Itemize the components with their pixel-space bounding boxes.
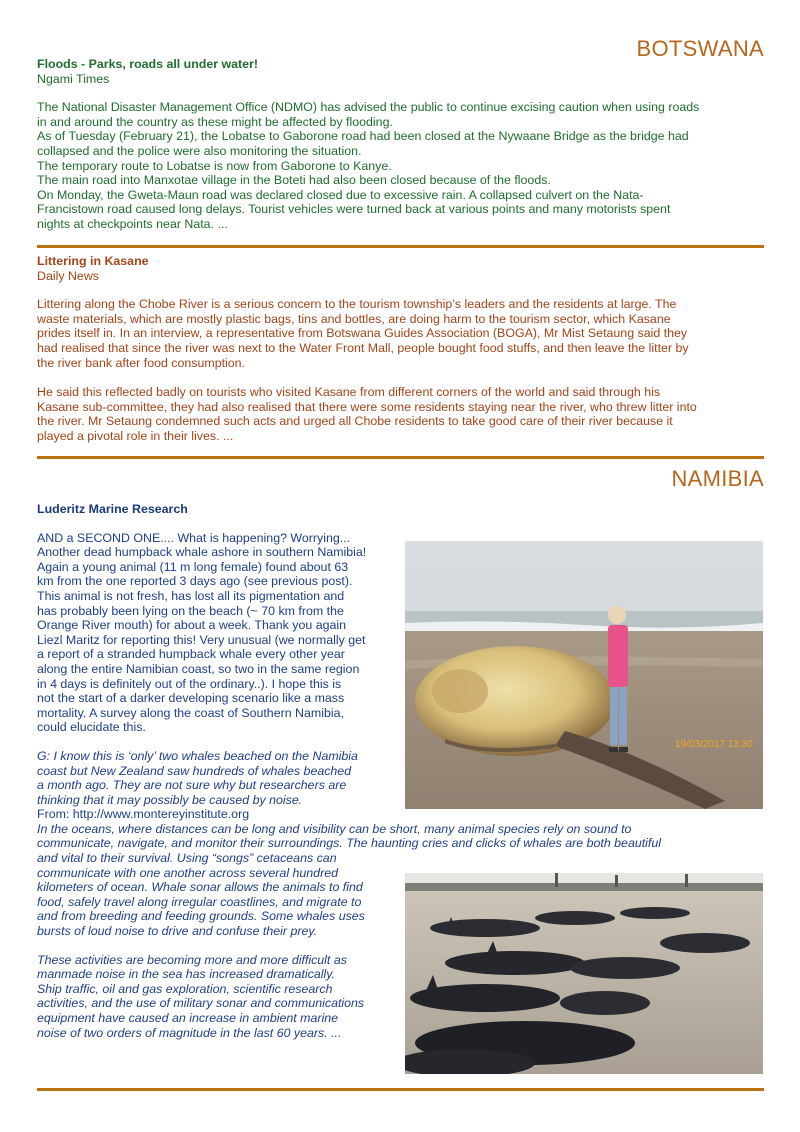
body-line: communicate, navigate, and monitor their surroundings. The haunting cries and clicks of whales are both beautiful: [37, 836, 662, 851]
body-line: waste materials, which are mostly plastic bags, tins and bottles, are doing harm to the tourism sector, which Kasane: [37, 311, 671, 326]
body-line: km from the one reported 3 days ago (see previous post).: [37, 574, 353, 589]
article-headline: Littering in Kasane: [37, 254, 149, 268]
body-line: along the entire Namibian coast, so two in the same region: [37, 661, 360, 676]
body-line: Francistown road caused long delays. Tourist vehicles were turned back at various points and many motorists spent: [37, 202, 671, 217]
body-line: Again a young animal (11 m long female) found about 63: [37, 559, 349, 574]
section-divider: [37, 245, 764, 248]
body-line: had realised that since the river was next to the Water Front Mall, people bought food stuffs, and then leave the litter by: [37, 340, 689, 355]
pilot-whales-illustration: [405, 873, 763, 1074]
body-line: manmade noise in the sea has increased dramatically.: [37, 967, 335, 982]
body-line: AND a SECOND ONE.... What is happening? Worrying...: [37, 530, 351, 545]
body-line: Ship traffic, oil and gas exploration, scientific research: [37, 981, 333, 996]
body-line: has probably been lying on the beach (~ 70 km from the: [37, 603, 344, 618]
body-line: On Monday, the Gweta-Maun road was declared closed due to excessive rain. A collapsed culvert on the Nata-: [37, 187, 644, 202]
body-line: Liezl Maritz for reporting this! Very unusual (we normally get: [37, 632, 366, 647]
body-line: nights at checkpoints near Nata. ...: [37, 216, 228, 231]
body-line: The temporary route to Lobatse is now from Gaborone to Kanye.: [37, 158, 392, 173]
body-line: a report of a stranded humpback whale every other year: [37, 647, 345, 662]
body-line: in and around the country as these might be affected by flooding.: [37, 114, 393, 129]
whale-beach-illustration: [405, 541, 763, 809]
body-line: the river. Mr Setaung condemned such acts and urged all Chobe residents to take good care of their river because it: [37, 414, 673, 429]
body-line: bursts of loud noise to drive and confuse their prey.: [37, 924, 318, 939]
body-line: communicate with one another across several hundred: [37, 865, 338, 880]
body-line: This animal is not fresh, has lost all its pigmentation and: [37, 588, 345, 603]
body-line: prides itself in. In an interview, a representative from Botswana Guides Association (BOGA), Mr Mist Setaung said they: [37, 326, 688, 341]
body-line: The main road into Manxotae village in the Boteti had also been closed because of the floods.: [37, 173, 551, 188]
body-line: Another dead humpback whale ashore in southern Namibia!: [37, 545, 367, 560]
article-paragraph: [37, 297, 764, 370]
body-line: not the start of a darker developing scenario like a mass: [37, 691, 345, 706]
body-line: played a pivotal role in their lives. ...: [37, 428, 234, 443]
article-source: Ngami Times: [37, 71, 110, 86]
body-line: Orange River mouth) for about a week. Thank you again: [37, 618, 347, 633]
source-line: [37, 807, 764, 822]
body-line: and vital to their survival. Using “songs” cetaceans can: [37, 851, 337, 866]
body-line: noise of two orders of magnitude in the last 60 years. ...: [37, 1025, 342, 1040]
article-floods: [37, 57, 764, 232]
photo-timestamp: 19/03/2017 13:30: [675, 739, 753, 750]
body-line: equipment have caused an increase in ambient marine: [37, 1011, 338, 1025]
body-line: He said this reflected badly on tourists who visited Kasane from different corners of the world and said through his: [37, 385, 661, 400]
section-divider: [37, 1088, 764, 1091]
body-line: thinking that it may possibly be caused by noise.: [37, 792, 303, 807]
section-title-botswana: BOTSWANA: [636, 36, 764, 61]
body-line: the river bank after food consumption.: [37, 355, 246, 370]
article-body: [37, 100, 764, 231]
body-line: In the oceans, where distances can be long and visibility can be short, many animal species rely on sound to: [37, 821, 632, 836]
body-line: coast but New Zealand saw hundreds of whales beached: [37, 763, 352, 778]
article-paragraph: [37, 385, 764, 443]
body-line: mortality. A survey along the coast of Southern Namibia,: [37, 705, 344, 720]
article-headline: Luderitz Marine Research: [37, 502, 188, 516]
article-littering: [37, 254, 764, 444]
body-line: a month ago. They are not sure why but researchers are: [37, 778, 347, 793]
body-line: G: I know this is ‘only’ two whales beached on the Namibia: [37, 748, 358, 763]
body-line: could elucidate this.: [37, 720, 146, 735]
body-line: Kasane sub-committee, they had also realised that there were some residents staying near the river, who threw litter into: [37, 399, 697, 414]
body-line: These activities are becoming more and more difficult as: [37, 952, 347, 967]
body-line: Littering along the Chobe River is a serious concern to the tourism township’s leaders and the residents at large. The: [37, 297, 677, 312]
body-line: The National Disaster Management Office (NDMO) has advised the public to continue excising caution when using roads: [37, 100, 700, 115]
section-title-namibia: NAMIBIA: [671, 466, 764, 491]
body-line: As of Tuesday (February 21), the Lobatse to Gaborone road had been closed at the Nywaane Bridge as the bridge had: [37, 129, 689, 144]
article-source: Daily News: [37, 268, 99, 283]
body-line: food, safely travel along irregular coastlines, and migrate to: [37, 894, 362, 909]
body-line: activities, and the use of military sonar and communications: [37, 996, 365, 1011]
body-line: in 4 days is definitely out of the ordinary..). I hope this is: [37, 676, 342, 691]
body-line: From: http://www.montereyinstitute.org: [37, 807, 250, 822]
section-divider: [37, 456, 764, 459]
body-line: and from breeding and feeding grounds. Some whales uses: [37, 909, 365, 924]
stranded-pilot-whales-photo: [405, 873, 763, 1074]
body-line: kilometers of ocean. Whale sonar allows the animals to find: [37, 880, 363, 895]
article-headline: Floods - Parks, roads all under water!: [37, 57, 259, 71]
beached-humpback-whale-photo: [405, 541, 763, 809]
body-line: collapsed and the police were also monitoring the situation.: [37, 143, 362, 158]
